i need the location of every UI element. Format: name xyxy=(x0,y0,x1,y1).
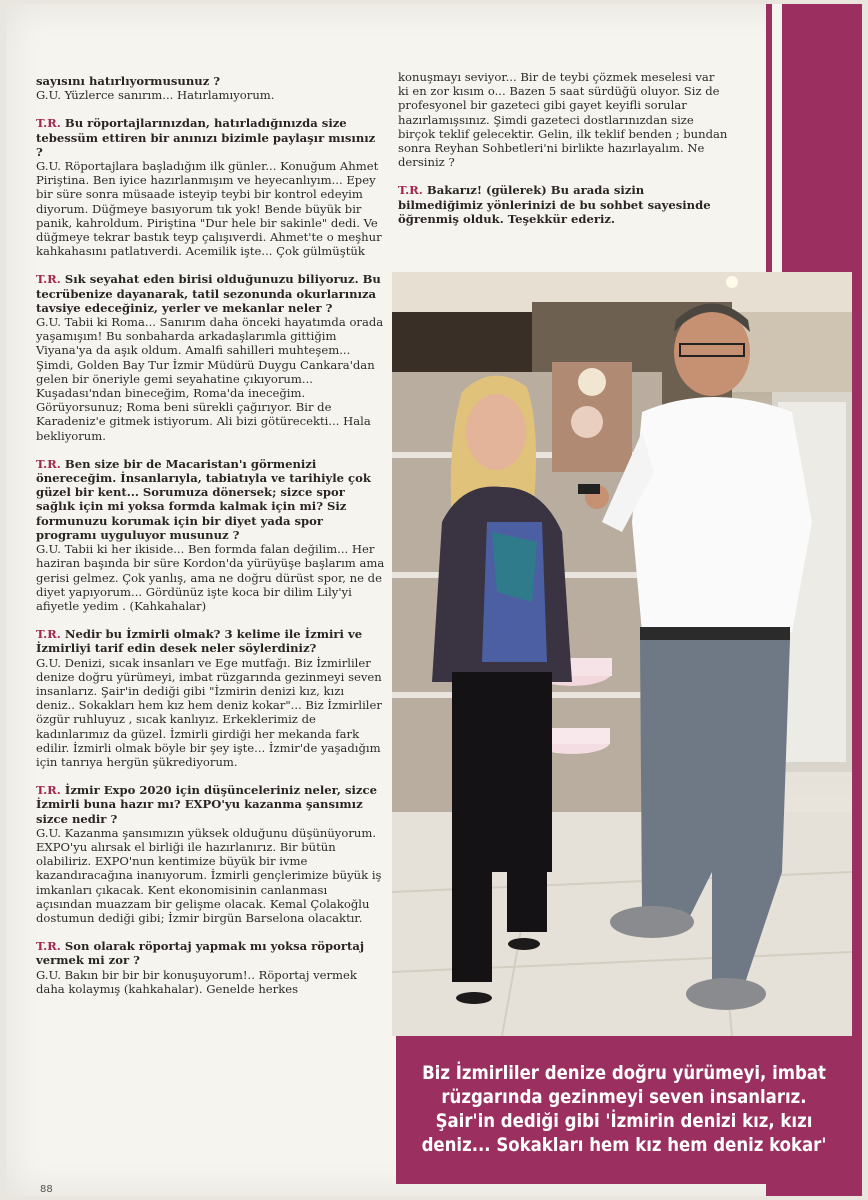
question-text: Bakarız! (gülerek) Bu arada sizin bilmediğimiz yönlerinizi de bu sohbet sayesinde öğrenmiş olduk. Teşekkür ederiz. xyxy=(398,183,711,226)
interview-paragraph xyxy=(36,939,386,996)
interview-answer: G.U. Tabii ki Roma... Sanırım daha önceki hayatımda orada yaşamışım! Bu sonbaharda arkadaşlarımla gittiğim Viyana'ya da aşık oldum. Amalfi sahilleri muhteşem... Şimdi, Golden Bay Tur İzmir Müdürü Duygu Cankara'dan gelen bir öneriyle gemi seyahatine çıkıyorum... Kuşadası'ndan bineceğim, Roma'da ineceğim. Görüyorsunuz; Roma beni sürekli çağırıyor. Bir de Karadeniz'e gitmek istiyorum. Ali bizi götürecekti... Hala bekliyorum. xyxy=(36,315,384,443)
interview-question xyxy=(36,939,386,967)
interview-answer: konuşmayı seviyor... Bir de teybi çözmek meselesi var ki en zor kısım o... Bazen 5 saat sürdüğü oluyor. Siz de profesyonel bir gazeteci gibi gayet keyifli sorular hazırlamışsınız. Şimdi gazeteci dostlarınızdan size birçok teklif gelecektir. Gelin, ilk teklif benden ; bundan sonra Reyhan Sohbetleri'ni birlikte hazırlayalım. Ne dersiniz ? xyxy=(398,70,728,170)
interview-paragraph xyxy=(398,183,728,226)
interview-answer: G.U. Kazanma şansımızın yüksek olduğunu düşünüyorum. EXPO'yu alırsak el birliği ile hazırlanırız. Bir bütün olabiliriz. EXPO'nun kentimize büyük bir ivme kazandıracağına inanıyorum. İzmirli gençlerimize büyük iş imkanları çıkacak. Kent ekonomisinin canlanması açısından muazzam bir gelişme olacak. Kemal Çolakoğlu dostumun dediği gibi; İzmir birgün Barselona olacaktır. xyxy=(36,825,382,925)
interview-paragraph xyxy=(36,627,386,769)
interview-paragraph xyxy=(36,272,386,442)
interview-question xyxy=(36,74,386,88)
question-text: Sık seyahat eden birisi olduğunuzu biliyoruz. Bu tecrübenize dayanarak, tatil sezonunda okurlarınıza tavsiye edeceğiniz, yerler ve mekanlar neler ? xyxy=(36,272,381,315)
interview-question xyxy=(36,627,386,655)
question-text: İzmir Expo 2020 için düşünceleriniz neler, sizce İzmirli buna hazır mı? EXPO'yu kazanma şansımız sizce nedir ? xyxy=(36,783,377,826)
question-text: sayısını hatırlıyormusunuz ? xyxy=(36,74,221,88)
interview-paragraph xyxy=(36,74,386,102)
interview-question xyxy=(36,116,386,159)
page-number: 88 xyxy=(40,1184,53,1195)
interview-question xyxy=(36,457,386,542)
interview-paragraph xyxy=(36,457,386,613)
pull-quote-caption xyxy=(396,1036,852,1184)
question-lead: T.R. xyxy=(398,183,423,198)
interview-answer: G.U. Yüzlerce sanırım... Hatırlamıyorum. xyxy=(36,88,275,103)
right-column xyxy=(398,70,728,240)
left-column xyxy=(36,74,386,1010)
interview-answer: G.U. Tabii ki her ikiside... Ben formda falan değilim... Her haziran başında bir süre Kordon'da yürüyüşe başlarım ama gerisi gelmez. Çok yanlış, ama ne doğru dürüst spor, ne de diyet yapıyorum... Gördünüz işte koca bir dilim Lily'yi afiyetle yedim . (Kahkahalar) xyxy=(36,542,385,613)
photo-illustration xyxy=(392,272,852,1036)
interview-answer: G.U. Röportajlara başladığım ilk günler... Konuğum Ahmet Piriştina. Ben iyice hazırlanmışım ve heyecanlıyım... Epey bir süre sonra müsaade isteyip teybi bir kontrol edeyim diyorum. Düğmeye basıyorum tık yok! Bende büyük bir panik, kahroldum. Piriştina "Dur hele bir sakinle" dedi. Ve düğmeye tekrar bastık teyp çalışıverdi. Ahmet'te o meşhur kahkahasını patlatıverdi. Acemilik işte... Çok gülmüştük xyxy=(36,159,382,259)
interview-question xyxy=(398,183,728,226)
question-text: Son olarak röportaj yapmak mı yoksa röportaj vermek mi zor ? xyxy=(36,939,365,968)
question-lead: T.R. xyxy=(36,456,61,471)
interview-question xyxy=(36,272,386,315)
question-text: Bu röportajlarınızdan, hatırladığınızda size tebessüm ettiren bir anınızı bizimle paylaşır mısınız ? xyxy=(36,116,376,159)
pull-quote-text: Biz İzmirliler denize doğru yürümeyi, imbat rüzgarında gezinmeyi seven insanlarız. Şair'in dediği gibi 'İzmirin denizi kız, kızı deniz... Sokakları hem kız hem deniz kokar' xyxy=(421,1063,827,1156)
magazine-page xyxy=(6,4,862,1196)
question-lead: T.R. xyxy=(36,272,61,287)
question-lead: T.R. xyxy=(36,939,61,954)
question-lead: T.R. xyxy=(36,783,61,798)
interview-paragraph xyxy=(398,70,728,169)
question-text: Ben size bir de Macaristan'ı görmenizi önereceğim. İnsanlarıyla, tabiatıyla ve tarihiyle çok güzel bir kent... Sorumuza dönersek; sizce spor sağlık için mi yoksa formda kalmak için mi? Siz formunuzu korumak için bir diyet yada spor programı uyguluyor musunuz ? xyxy=(36,456,371,542)
interview-paragraph xyxy=(36,116,386,258)
question-lead: T.R. xyxy=(36,627,61,642)
interview-paragraph xyxy=(36,783,386,925)
question-lead: T.R. xyxy=(36,116,61,131)
question-text: Nedir bu İzmirli olmak? 3 kelime ile İzmiri ve İzmirliyi tarif edin desek neler söylerdiniz? xyxy=(36,627,363,656)
interview-photo xyxy=(392,272,852,1036)
interview-question xyxy=(36,783,386,826)
interview-answer: G.U. Bakın bir bir bir konuşuyorum!.. Röportaj vermek daha kolaymış (kahkahalar). Genelde herkes xyxy=(36,967,357,996)
strip-notch xyxy=(772,4,782,272)
interview-answer: G.U. Denizi, sıcak insanları ve Ege mutfağı. Biz İzmirliler denize doğru yürümeyi, imbat rüzgarında gezinmeyi seven insanlarız. Şair'in dediği gibi "İzmirin denizi kız, kızı deniz.. Sokakları hem kız hem deniz kokar"... Biz İzmirliler özgür ruhluyuz , sıcak kanlıyız. Erkeklerimiz de kadınlarımız da güzel. İzmirli girdiği her mekanda fark edilir. İzmirli olmak böyle bir şey işte... İzmir'de yaşadığım için tanrıya hergün şükrediyorum. xyxy=(36,655,382,769)
